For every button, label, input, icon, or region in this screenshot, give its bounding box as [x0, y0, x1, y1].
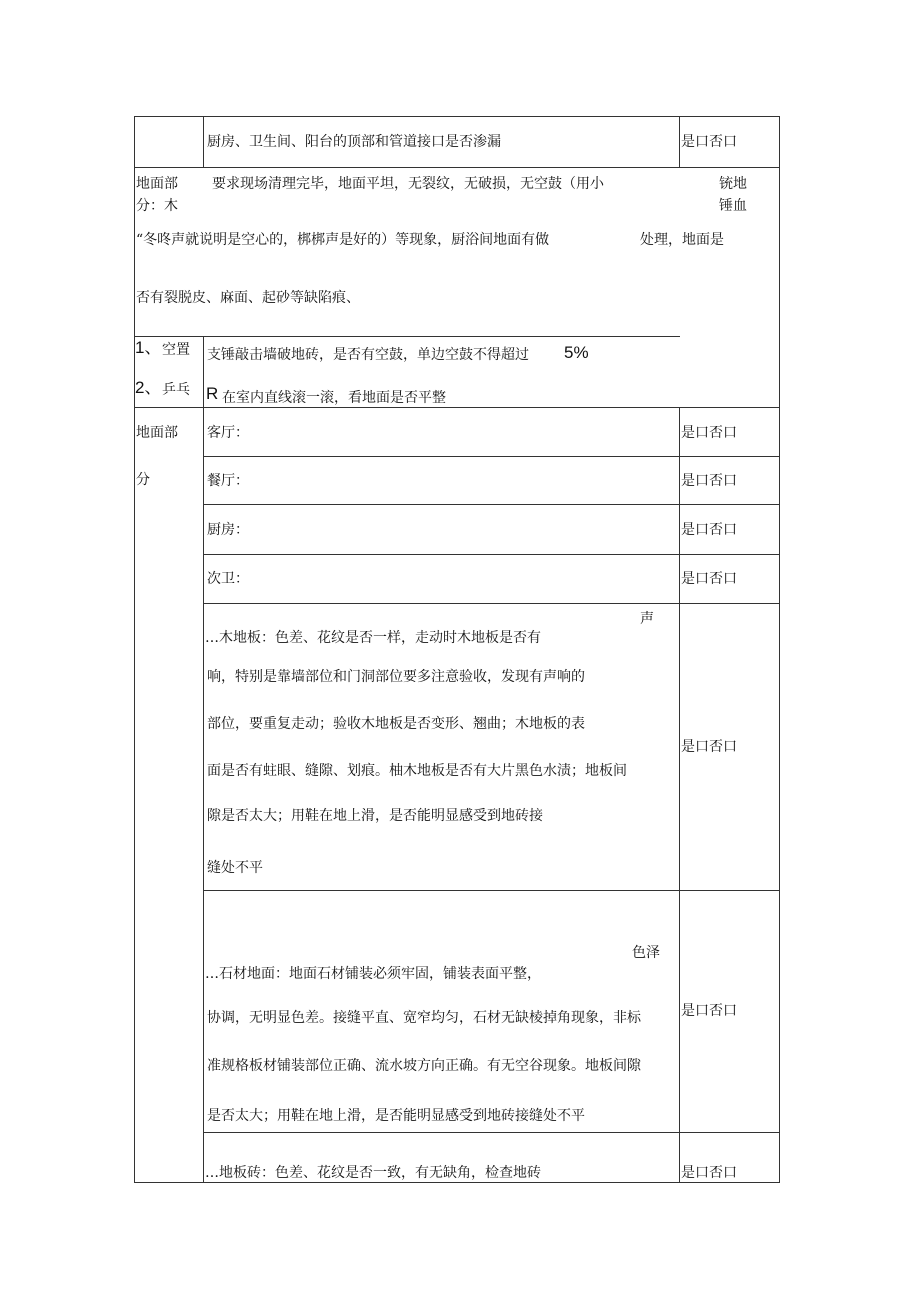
subitem-2-label: 乒乓 [162, 382, 190, 398]
rule-right [779, 116, 780, 1183]
rule-col3-floor [679, 407, 680, 1182]
rule-room1 [203, 456, 780, 457]
floor-req-side-1: 铳地 [719, 176, 747, 192]
rule-bottom [134, 1182, 780, 1183]
rule-top [134, 116, 780, 117]
wood-line-2: 响，特别是靠墙部位和门洞部位要多注意验收，发现有声响的 [207, 669, 585, 685]
rule-req-inner [134, 336, 680, 337]
wood-line-4: 面是否有蛀眼、缝隙、划痕。柚木地板是否有大片黑色水渍；地板间 [207, 763, 627, 779]
floor-req-side-2: 锤血 [719, 198, 747, 214]
rule-room4 [203, 603, 780, 604]
tile-text: …地板砖：色差、花纹是否一致，有无缺角，检查地砖 [205, 1165, 541, 1181]
stone-line-2: 协调，无明显色差。接缝平直、宽窄均匀，石材无缺棱掉角现象，非标 [207, 1010, 641, 1026]
room-living-checkbox[interactable]: 是口否口 [681, 425, 737, 441]
rule-col1-row1 [203, 116, 204, 167]
floor-section-label-1: 地面部 [136, 425, 178, 441]
subitem-1-number: 1、 [135, 338, 162, 357]
floor-req-line-3: 否有裂脱皮、麻面、起砂等缺陷痕、 [136, 290, 360, 306]
rule-room3 [203, 554, 780, 555]
rule-col1-sub [203, 336, 204, 407]
wood-side-text: 声 [640, 611, 654, 627]
floor-req-line-2a: “冬咚声就说明是空心的，梆梆声是好的）等现象，厨浴间地面有做 [136, 232, 550, 248]
subitem-1-label: 空置 [162, 342, 190, 358]
rule-room2 [203, 504, 780, 505]
room-dining: 餐厅： [207, 473, 249, 489]
subitem-1-tail: 5% [564, 343, 589, 362]
wood-line-3: 部位，要重复走动；验收木地板是否变形、翘曲；木地板的表 [207, 716, 585, 732]
room-dining-checkbox[interactable]: 是口否口 [681, 473, 737, 489]
stone-line-4: 是否太大；用鞋在地上滑，是否能明显感受到地砖接缝处不平 [207, 1108, 585, 1124]
wood-line-6: 缝处不平 [207, 860, 263, 876]
rule-wood [203, 890, 780, 891]
rule-col1-floor [203, 407, 204, 1182]
leak-check-text: 厨房、卫生间、阳台的顶部和管道接口是否渗漏 [207, 134, 501, 150]
rule-req-bottom [134, 407, 780, 408]
floor-req-line-2b: 处理，地面是 [640, 232, 724, 248]
stone-checkbox[interactable]: 是口否口 [681, 1003, 737, 1019]
subitem-2-number: 2、 [135, 378, 162, 397]
floor-req-label-2: 分：木 [136, 198, 178, 214]
rule-stone [203, 1132, 780, 1133]
rule-row1-bottom [134, 167, 780, 168]
subitem-1-text: 支锤敲击墙破地砖，是否有空鼓，单边空鼓不得超过 [207, 347, 529, 363]
room-kitchen: 厨房： [207, 522, 249, 538]
stone-line-3: 准规格板材铺装部位正确、流水坡方向正确。有无空谷现象。地板间隙 [207, 1058, 641, 1074]
wood-checkbox[interactable]: 是口否口 [681, 739, 737, 755]
stone-side-text: 色泽 [632, 945, 660, 961]
subitem-2-lead: R [206, 384, 219, 403]
wood-line-1: …木地板：色差、花纹是否一样，走动时木地板是否有 [205, 630, 541, 646]
room-second-bath-checkbox[interactable]: 是口否口 [681, 571, 737, 587]
room-second-bath: 次卫： [207, 571, 249, 587]
rule-left [134, 116, 135, 1183]
leak-checkbox[interactable]: 是口否口 [681, 134, 737, 150]
subitem-2-text: 在室内直线滚一滚，看地面是否平整 [222, 390, 446, 406]
wood-line-5: 隙是否太大；用鞋在地上滑，是否能明显感受到地砖接 [207, 808, 543, 824]
floor-req-line-1: 要求现场清理完毕，地面平坦，无裂纹，无破损，无空鼓（用小 [212, 176, 604, 192]
floor-section-label-2: 分 [136, 472, 150, 488]
tile-checkbox[interactable]: 是口否口 [681, 1165, 737, 1181]
floor-req-label-1: 地面部 [136, 176, 178, 192]
room-kitchen-checkbox[interactable]: 是口否口 [681, 522, 737, 538]
room-living: 客厅： [207, 425, 249, 441]
rule-col3-row1 [679, 116, 680, 167]
stone-line-1: …石材地面：地面石材铺装必须牢固，铺装表面平整， [205, 966, 541, 982]
